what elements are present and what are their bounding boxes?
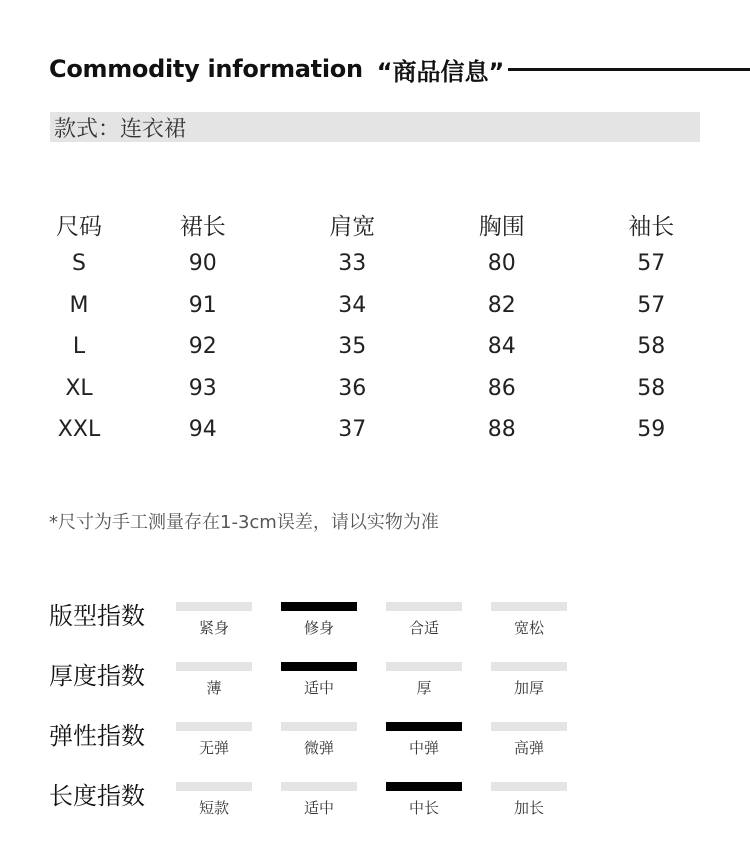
index-bar — [176, 782, 252, 791]
index-option-label: 中长 — [408, 799, 439, 817]
index-title: 弹性指数 — [49, 722, 145, 750]
table-cell: 36 — [338, 375, 367, 401]
table-cell: S — [72, 251, 86, 277]
index-bar — [386, 722, 462, 731]
index-bar — [281, 662, 357, 671]
length-index — [49, 772, 649, 822]
index-option-label: 高弹 — [513, 739, 544, 757]
table-cell: 92 — [188, 334, 217, 360]
index-option-label: 加长 — [513, 799, 544, 817]
index-option-label: 加厚 — [513, 679, 544, 697]
table-cell: 94 — [188, 417, 217, 443]
index-option-label: 中弹 — [408, 739, 439, 757]
table-cell: 34 — [338, 292, 367, 318]
index-option — [386, 722, 462, 758]
table-row — [30, 326, 750, 368]
style-bar — [50, 112, 700, 142]
index-option — [176, 722, 252, 758]
table-cell: M — [69, 292, 89, 318]
table-row — [30, 243, 750, 285]
index-bar — [491, 662, 567, 671]
table-cell: L — [72, 334, 86, 360]
index-bar — [491, 722, 567, 731]
header-cell: 胸围 — [478, 213, 525, 240]
index-option-label: 薄 — [206, 679, 222, 697]
size-table-header — [30, 205, 750, 243]
index-bar — [281, 782, 357, 791]
index-option-label: 短款 — [198, 799, 229, 817]
table-cell: 33 — [338, 251, 367, 277]
table-cell: 59 — [637, 417, 666, 443]
table-row — [30, 409, 750, 451]
measurement-note: *尺寸为手工测量存在1-3cm误差，请以实物为准 — [49, 512, 439, 533]
index-option-label: 无弹 — [198, 739, 229, 757]
index-title: 厚度指数 — [49, 662, 145, 690]
index-bar — [176, 662, 252, 671]
index-option-label: 宽松 — [513, 619, 544, 637]
index-option-label: 厚 — [416, 679, 432, 697]
index-option — [491, 662, 567, 698]
index-option — [491, 722, 567, 758]
table-cell: 82 — [487, 292, 516, 318]
table-cell: 57 — [637, 251, 666, 277]
index-bar — [386, 782, 462, 791]
size-table — [30, 205, 750, 451]
index-bar — [176, 722, 252, 731]
fit-index — [49, 592, 649, 642]
index-option — [176, 602, 252, 638]
table-cell: 57 — [637, 292, 666, 318]
index-option — [176, 782, 252, 818]
index-bar — [176, 602, 252, 611]
table-cell: 37 — [338, 417, 367, 443]
header-title-en: Commodity information — [49, 55, 363, 83]
elasticity-index — [49, 712, 649, 762]
index-option — [386, 782, 462, 818]
index-option — [491, 602, 567, 638]
table-cell: 80 — [487, 251, 516, 277]
index-bar — [281, 722, 357, 731]
index-bar — [491, 602, 567, 611]
table-cell: 90 — [188, 251, 217, 277]
header-cell: 袖长 — [628, 213, 675, 240]
table-row — [30, 368, 750, 410]
index-option — [281, 722, 357, 758]
index-option-label: 微弹 — [303, 739, 334, 757]
table-cell: 93 — [188, 375, 217, 401]
index-option — [491, 782, 567, 818]
index-option — [386, 662, 462, 698]
header-cell: 肩宽 — [329, 213, 376, 240]
table-row — [30, 285, 750, 327]
index-option-label: 适中 — [303, 679, 334, 697]
index-title: 版型指数 — [49, 602, 145, 630]
index-bar — [386, 602, 462, 611]
table-cell: XXL — [57, 417, 101, 443]
thickness-index — [49, 652, 649, 702]
table-cell: 86 — [487, 375, 516, 401]
index-bar — [386, 662, 462, 671]
header-cell: 裙长 — [179, 213, 226, 240]
style-label: 款式：连衣裙 — [54, 116, 187, 142]
table-cell: 88 — [487, 417, 516, 443]
index-option — [176, 662, 252, 698]
index-option — [281, 782, 357, 818]
table-cell: 84 — [487, 334, 516, 360]
index-option-label: 修身 — [303, 619, 334, 637]
index-option — [281, 662, 357, 698]
index-title: 长度指数 — [49, 782, 145, 810]
section-header — [49, 52, 750, 86]
index-option-label: 适中 — [303, 799, 334, 817]
table-cell: 35 — [338, 334, 367, 360]
table-cell: 91 — [188, 292, 217, 318]
header-rule — [508, 68, 750, 71]
index-bar — [281, 602, 357, 611]
index-option-label: 合适 — [408, 619, 439, 637]
table-cell: 58 — [637, 375, 666, 401]
index-bar — [491, 782, 567, 791]
header-title-cn: “商品信息” — [376, 57, 505, 86]
table-cell: XL — [65, 375, 93, 401]
index-option-label: 紧身 — [198, 619, 229, 637]
index-option — [281, 602, 357, 638]
table-cell: 58 — [637, 334, 666, 360]
index-option — [386, 602, 462, 638]
header-cell: 尺码 — [56, 213, 102, 240]
